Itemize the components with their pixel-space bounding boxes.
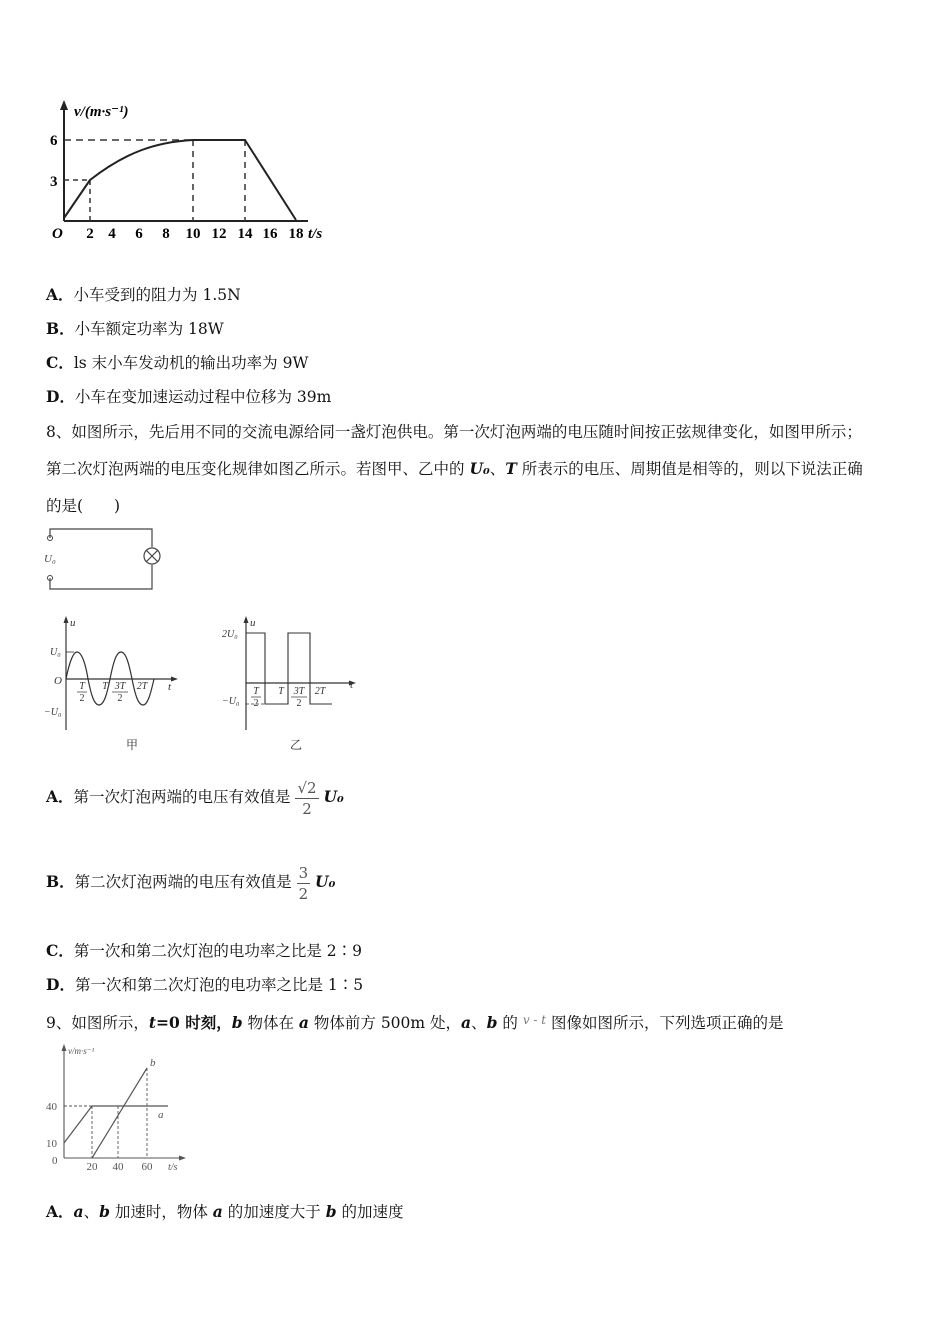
x-tick: 4: [108, 226, 116, 242]
t-ticks: [251, 686, 327, 709]
tick-t-half-den: 2: [79, 693, 85, 704]
stem-text: 9、如图所示，: [46, 1014, 149, 1032]
t-symbol: T: [505, 459, 517, 478]
tick-t-half-den: 2: [253, 698, 259, 709]
x-tick: 2: [86, 226, 94, 242]
tick-t: T: [102, 681, 108, 692]
x-tick: 8: [162, 226, 170, 242]
b-symbol: b: [99, 1202, 110, 1221]
q7-option-d: [46, 387, 331, 407]
x-tick-20: 20: [86, 1161, 98, 1173]
q8-option-a: [46, 772, 344, 822]
option-text: 小车额定功率为 18W: [74, 320, 224, 338]
stem-text: =0 时刻，: [156, 1013, 232, 1032]
q8-stem-line3: 的是( ): [46, 497, 121, 515]
option-letter: A．: [46, 1202, 74, 1221]
y-axis-arrow: [60, 100, 68, 110]
option-text: 第一次和第二次灯泡的电功率之比是 1∶5: [74, 976, 364, 994]
graph-caption: 乙: [289, 738, 303, 752]
velocity-curve: [64, 140, 296, 220]
stem-text: 物体在: [242, 1014, 299, 1032]
option-text: 第一次和第二次灯泡的电功率之比是 2∶9: [73, 942, 362, 960]
q9-option-a: [46, 1202, 403, 1222]
axis-u-label: u: [70, 617, 76, 629]
frac-num: √2: [297, 778, 317, 797]
separator: 、: [471, 1014, 487, 1032]
x-tick: 16: [262, 226, 278, 242]
a-symbol: a: [298, 1013, 309, 1032]
x-tick: 12: [211, 226, 227, 242]
y-tick-3: 3: [50, 174, 58, 190]
q8-stem-line2: [46, 459, 863, 479]
t-symbol: t: [148, 1013, 157, 1032]
line-b-label: b: [150, 1057, 156, 1069]
separator: 、: [489, 460, 506, 478]
stem-text: 的: [497, 1014, 523, 1032]
u0-symbol: U₀: [469, 459, 490, 478]
x-axis-label: t/s: [308, 226, 323, 242]
q7-option-a: [46, 285, 241, 305]
a-symbol: a: [212, 1202, 223, 1221]
axis-t-label: t: [350, 679, 354, 691]
vt-graph-q7: [46, 96, 346, 246]
x-tick: 18: [288, 226, 304, 242]
u0-symbol: U₀: [323, 787, 344, 806]
option-letter: C．: [46, 353, 74, 372]
b-symbol: b: [486, 1013, 498, 1032]
graph-yi: [220, 612, 370, 758]
option-text: 的加速度: [336, 1203, 404, 1221]
source-label: U₀: [44, 553, 56, 565]
tick-3t-half-num: 3T: [114, 681, 126, 692]
u0-label: U₀: [50, 647, 61, 658]
lamp-circuit: [40, 524, 170, 596]
q8-option-b: [46, 857, 335, 907]
q8-option-d: [46, 975, 363, 995]
q8-stem-line1: 8、如图所示，先后用不同的交流电源给同一盏灯泡供电。第一次灯泡两端的电压随时间按正弦规律变化，如图甲所示；: [46, 423, 862, 441]
option-text: 小车在变加速运动过程中位移为 39m: [74, 388, 332, 406]
q9-stem: [46, 1010, 784, 1033]
option-letter: B．: [46, 319, 75, 338]
graph-caption: 甲: [125, 738, 139, 752]
tick-3t-half-den: 2: [117, 693, 123, 704]
a-symbol: a: [73, 1202, 84, 1221]
option-letter: B．: [46, 872, 75, 891]
option-text: 的加速度大于: [222, 1203, 326, 1221]
top-label: 2U₀: [222, 629, 238, 640]
y-tick-6: 6: [50, 133, 58, 149]
vt-symbol: v - t: [522, 1013, 547, 1027]
x-tick: 6: [135, 226, 143, 242]
x-tick-60: 60: [141, 1161, 153, 1173]
y-axis-label: v/(m·s⁻¹): [74, 104, 129, 120]
x-axis-label: t/s: [168, 1162, 178, 1173]
option-letter: A．: [46, 285, 74, 304]
q7-option-b: [46, 319, 224, 339]
neg-u0-label: −U₀: [44, 707, 62, 718]
origin-label: O: [52, 226, 63, 242]
line-a: [64, 1106, 168, 1143]
wire: [50, 565, 152, 589]
origin-label: O: [54, 675, 62, 687]
x-ticks: [86, 226, 303, 242]
lamp-icon: [144, 548, 160, 564]
u-axis-arrow: [244, 616, 249, 623]
x-tick: 14: [237, 226, 253, 242]
x-axis-arrow: [179, 1156, 186, 1161]
option-text: 第一次灯泡两端的电压有效值是: [73, 788, 291, 806]
neg-u0-label: −U₀: [222, 696, 240, 707]
tick-2t: 2T: [136, 681, 148, 692]
stem-text: 第二次灯泡两端的电压变化规律如图乙所示。若图甲、乙中的: [46, 460, 470, 478]
stem-text: 物体前方 500m 处，: [308, 1014, 462, 1032]
tick-3t-half-den: 2: [296, 698, 302, 709]
line-b: [92, 1068, 147, 1158]
option-text: 加速时，物体: [109, 1203, 213, 1221]
x-tick: 10: [185, 226, 201, 242]
tick-t: T: [278, 686, 284, 697]
fraction-sqrt2-over-2: [295, 778, 318, 819]
option-text: ls 末小车发动机的输出功率为 9W: [73, 354, 309, 372]
line-a-label: a: [158, 1109, 164, 1121]
y-axis-label: v/m·s⁻¹: [68, 1046, 95, 1056]
y-tick-10: 10: [46, 1138, 57, 1150]
t-axis-arrow: [171, 677, 178, 682]
option-text: 第二次灯泡两端的电压有效值是: [74, 873, 292, 891]
b-symbol: b: [231, 1013, 243, 1032]
axis-t-label: t: [168, 681, 172, 693]
separator: 、: [83, 1203, 100, 1221]
x-tick-40: 40: [112, 1161, 124, 1173]
axis-u-label: u: [250, 617, 256, 629]
tick-t-half-num: T: [253, 686, 259, 697]
option-letter: D．: [46, 387, 75, 406]
y-axis-arrow: [62, 1044, 67, 1051]
q7-option-c: [46, 353, 308, 373]
q8-option-c: [46, 941, 362, 961]
wire: [50, 529, 152, 547]
option-letter: A．: [46, 787, 74, 806]
y-tick-40: 40: [46, 1101, 57, 1113]
option-letter: C．: [46, 941, 74, 960]
tick-t-half-num: T: [79, 681, 85, 692]
frac-den: 2: [298, 884, 309, 903]
u0-symbol: U₀: [315, 872, 336, 891]
a-symbol: a: [461, 1013, 472, 1032]
option-letter: D．: [46, 975, 75, 994]
tick-2t: 2T: [314, 686, 326, 697]
stem-text: 所表示的电压、周期值是相等的，则以下说法正确: [516, 460, 863, 478]
tick-3t-half-num: 3T: [293, 686, 305, 697]
vt-graph-q9: [40, 1042, 200, 1174]
frac-den: 2: [302, 799, 312, 818]
fraction-3-over-2: [297, 863, 311, 904]
origin-label: 0: [52, 1155, 58, 1167]
u-axis-arrow: [64, 616, 69, 623]
b-symbol: b: [325, 1202, 337, 1221]
graph-jia: [36, 612, 186, 758]
frac-num: 3: [298, 863, 309, 882]
stem-text: 图像如图所示，下列选项正确的是: [546, 1014, 784, 1032]
option-text: 小车受到的阻力为 1.5N: [73, 286, 241, 304]
